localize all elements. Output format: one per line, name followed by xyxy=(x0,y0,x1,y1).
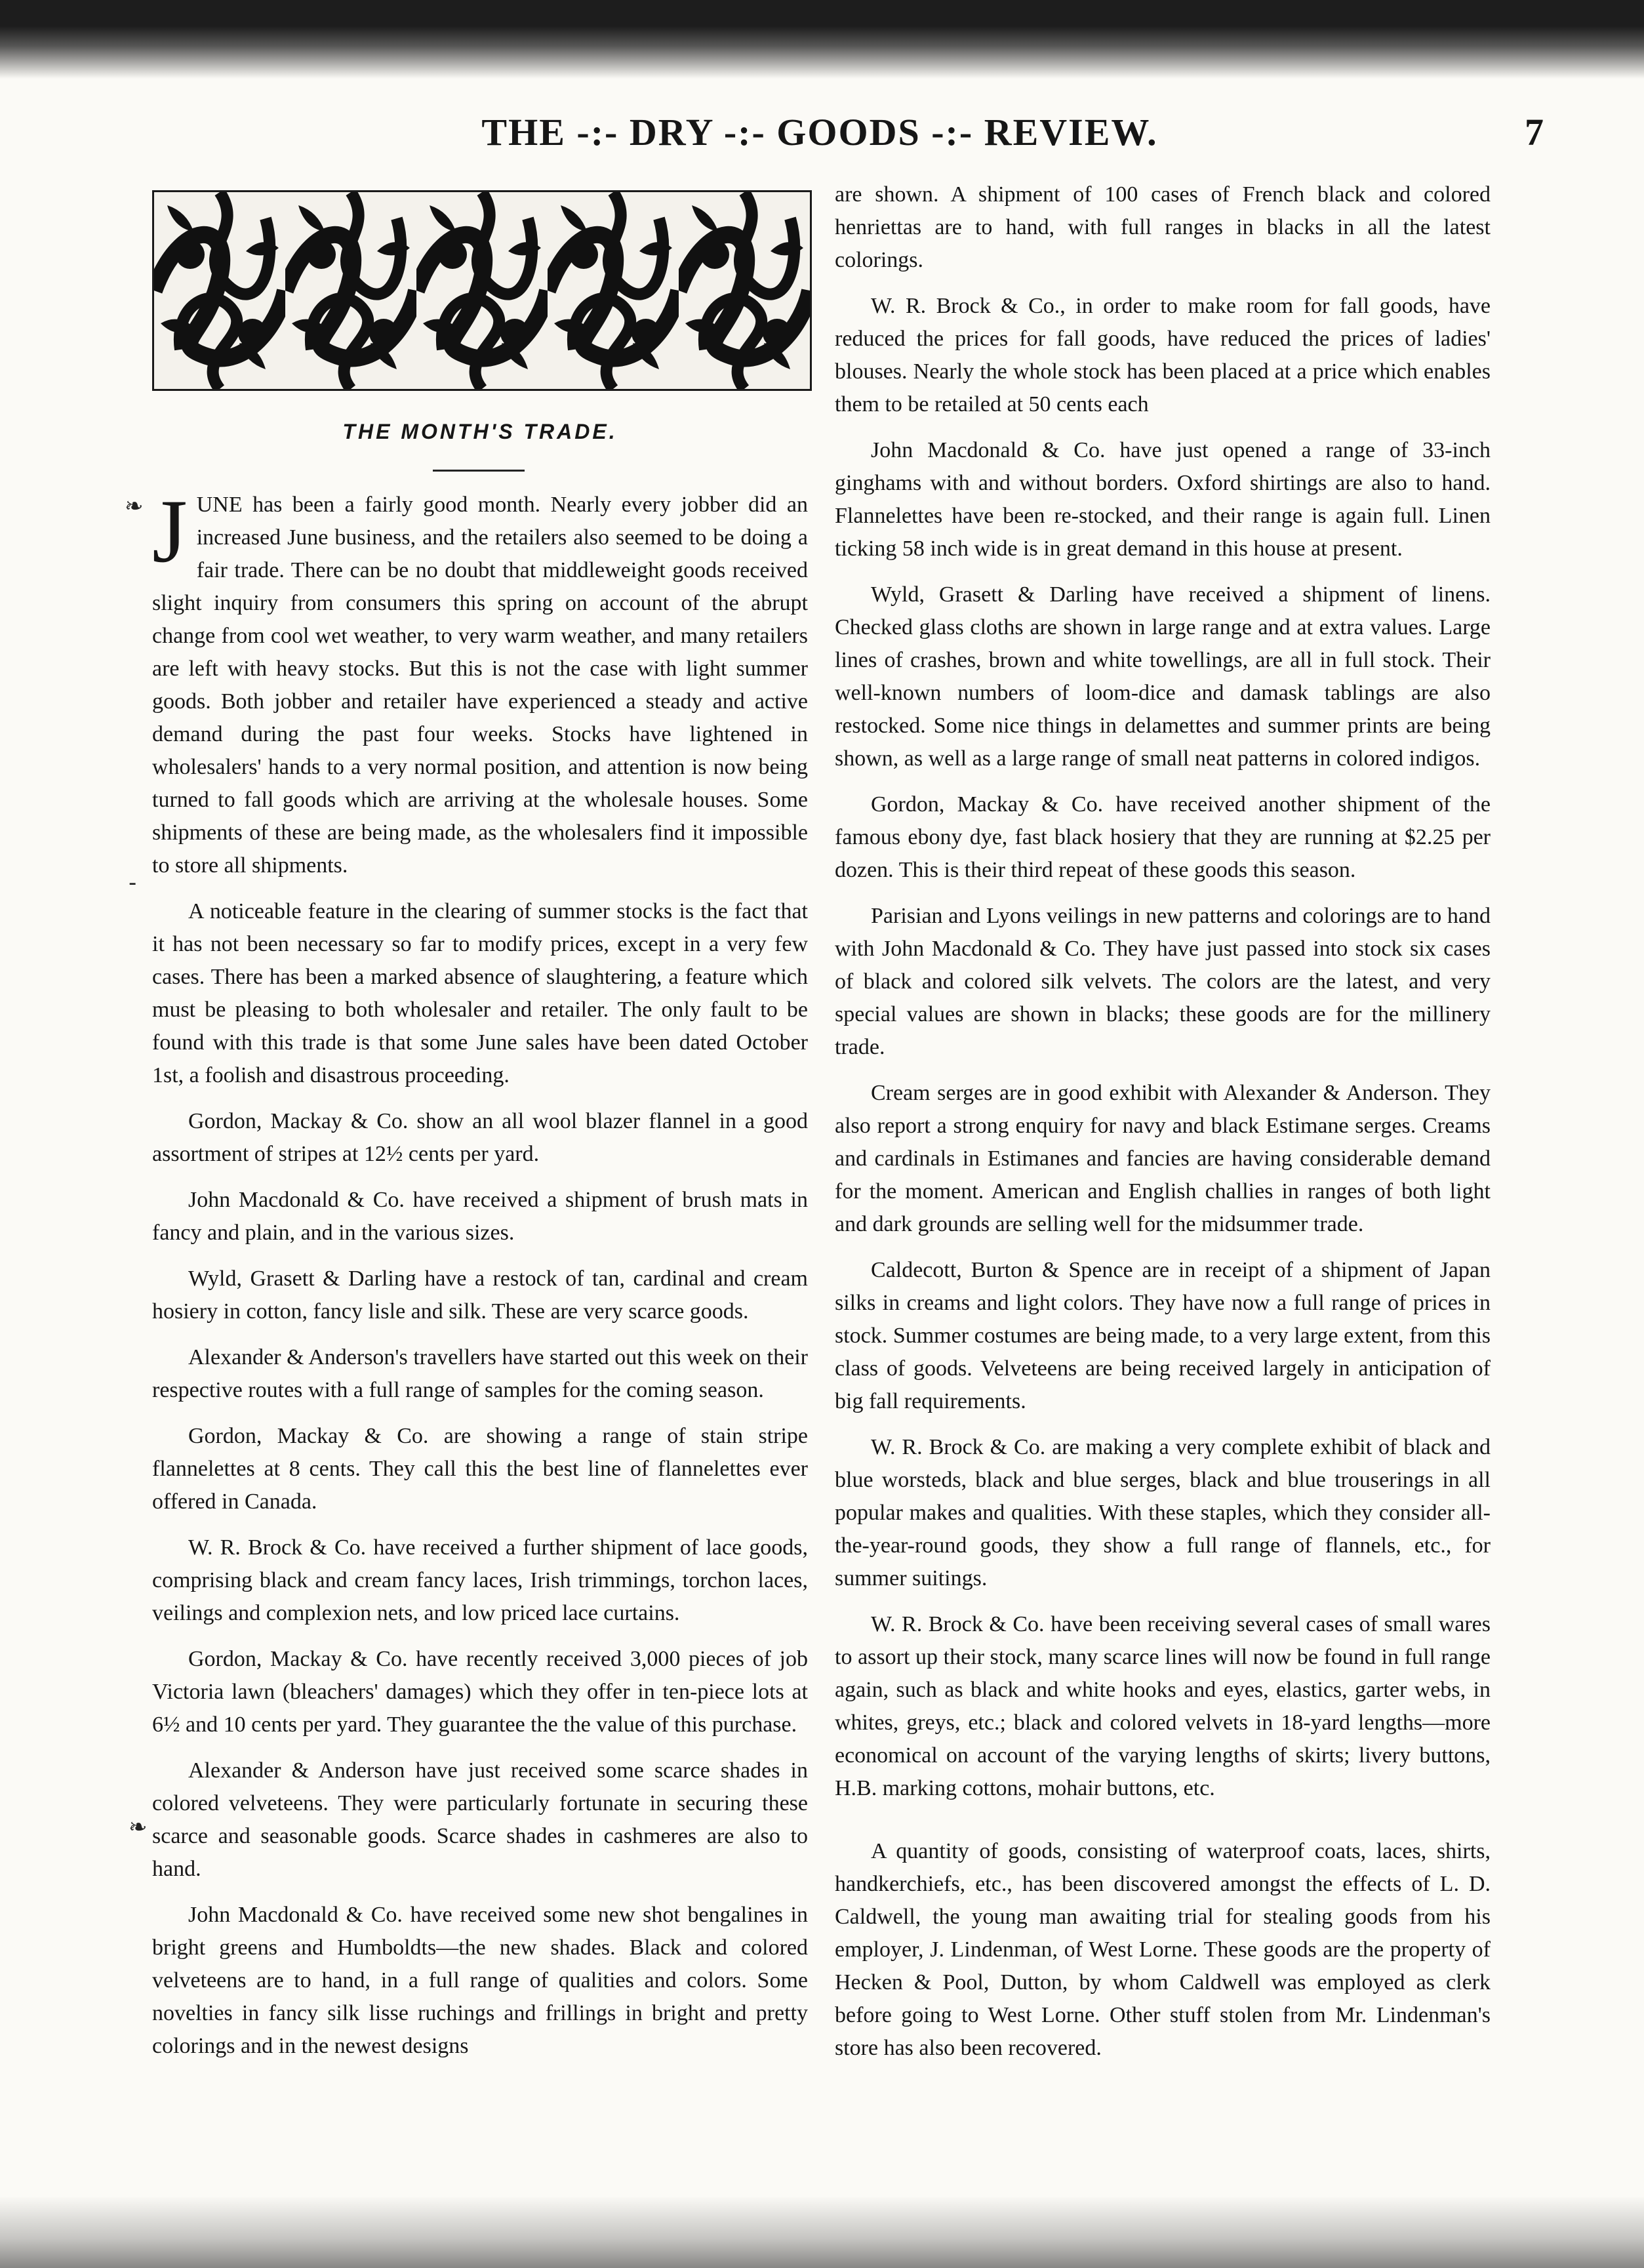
paragraph: Parisian and Lyons veilings in new patterns and colorings are to hand with John Macdonald & Co. They have just passed into stock six cases of black and colored silk velvets. The colors are the latest, and very special values are shown in blacks; these goods are for the millinery trade. xyxy=(835,904,1491,1059)
paragraph: W. R. Brock & Co. have received a further shipment of lace goods, comprising black and cream fancy laces, Irish trimmings, torchon laces, veilings and complexion nets, and low priced lace curtains. xyxy=(152,1535,808,1625)
paragraph: Wyld, Grasett & Darling have received a shipment of linens. Checked glass cloths are shown in large range and at extra values. Large lines of crashes, brown and white towellings, are all in full stock. Their well-known numbers of loom-dice and damask tablings are also restocked. Some nice things in delamettes and summer prints are being shown, as well as a large range of small neat patterns in colored indigos. xyxy=(835,582,1491,771)
margin-mark-icon: ‐ xyxy=(129,870,137,896)
paragraph: Wyld, Grasett & Darling have a restock of tan, cardinal and cream hosiery in cotton, fancy lisle and silk. These are very scarce goods. xyxy=(152,1266,808,1324)
journal-title: THE -:- DRY -:- GOODS -:- REVIEW. xyxy=(481,111,1158,153)
running-head xyxy=(0,110,1644,163)
drop-cap: J xyxy=(152,481,188,581)
paragraph: W. R. Brock & Co. have been receiving several cases of small wares to assort up their stock, many scarce lines will now be found in full range again, such as black and white hooks and eyes, elastics, garter webs, in whites, greys, etc.; black and colored velvets in 18-yard lengths—more economical on account of the varying lengths of skirts; livery buttons, H.B. marking cottons, mohair buttons, etc. xyxy=(835,1612,1491,1800)
left-column xyxy=(152,481,808,2076)
scan-top-edge xyxy=(0,0,1644,79)
margin-mark-icon: ❧ xyxy=(125,493,144,519)
lead-paragraph xyxy=(152,481,808,882)
paragraph: W. R. Brock & Co., in order to make room for fall goods, have reduced the prices for fall goods, have reduced the prices of ladies' blouses. Nearly the whole stock has been placed at a price which enables them to be retailed at 50 cents each xyxy=(835,294,1491,416)
paragraph: Gordon, Mackay & Co. are showing a range of stain stripe flannelettes at 8 cents. They call this the best line of flannelettes ever offered in Canada. xyxy=(152,1424,808,1514)
paragraph: Caldecott, Burton & Spence are in receipt of a shipment of Japan silks in creams and light colors. They have now a full range of prices in stock. Summer costumes are being made, to a very large extent, from this class of goods. Velveteens are being received largely in anticipation of big fall requirements. xyxy=(835,1258,1491,1413)
paragraph: A noticeable feature in the clearing of summer stocks is the fact that it has not been necessary so far to modify prices, except in a very few cases. There has been a marked absence of slaughtering, a feature which must be pleasing to both wholesaler and retailer. The only fault to be found with this trade is that some June sales have been dated October 1st, a foolish and disastrous proceeding. xyxy=(152,899,808,1087)
paragraph: John Macdonald & Co. have received some new shot bengalines in bright greens and Humboldts—the new shades. Black and colored velveteens are to hand, in a full range of qualities and colors. Some novelties in fancy silk lisse ruchings and frillings in bright and pretty colorings and in the newest designs xyxy=(152,1903,808,2058)
paragraph: Alexander & Anderson have just received some scarce shades in colored velveteens. They were particularly fortunate in securing these scarce and seasonable goods. Scarce shades in cashmeres are also to hand. xyxy=(152,1758,808,1881)
section-title: THE MONTH'S TRADE. xyxy=(342,420,618,443)
paragraph: Gordon, Mackay & Co. show an all wool blazer flannel in a good assortment of stripes at 12½ cents per yard. xyxy=(152,1109,808,1166)
scan-bottom-edge xyxy=(0,2196,1644,2268)
page-number: 7 xyxy=(1525,111,1544,153)
paragraph: Alexander & Anderson's travellers have started out this week on their respective routes with a full range of samples for the coming season. xyxy=(152,1345,808,1402)
paragraph: John Macdonald & Co. have received a shipment of brush mats in fancy and plain, and in the various sizes. xyxy=(152,1188,808,1245)
title-rule xyxy=(433,470,525,472)
right-column xyxy=(835,178,1491,2078)
lead-paragraph-text: UNE has been a fairly good month. Nearly every jobber did an increased June business, and the retailers also seemed to be doing a fair trade. There can be no doubt that middleweight goods received slight inquiry from consumers this spring on account of the abrupt change from cool wet weather, to very warm weather, and many retailers are left with heavy stocks. But this is not the case with light summer goods. Both jobber and retailer have experienced a steady and active demand during the past four weeks. Stocks have lightened in wholesalers' hands to a very normal position, and attention is now being turned to fall goods which are arriving at the wholesale houses. Some shipments of these are being made, as the wholesalers find it impossible to store all shipments. xyxy=(152,493,808,878)
paragraph: W. R. Brock & Co. are making a very complete exhibit of black and blue worsteds, black and blue serges, black and blue trouserings in all popular makes and qualities. With these staples, which they consider all-the-year-round goods, they show a full range of flannels, etc., for summer suitings. xyxy=(835,1435,1491,1590)
news-paragraph: A quantity of goods, consisting of waterproof coats, laces, shirts, handkerchiefs, etc., has been discovered amongst the effects of L. D. Caldwell, the young man awaiting trial for stealing goods from his employer, J. Lindenman, of West Lorne. These goods are the property of Hecken & Pool, Dutton, by whom Caldwell was employed as clerk before going to West Lorne. Other stuff stolen from Mr. Lindenman's store has also been recovered. xyxy=(835,1839,1491,2060)
paragraph: Cream serges are in good exhibit with Alexander & Anderson. They also report a strong enquiry for navy and black Estimane serges. Creams and cardinals in Estimanes and fancies are having considerable demand for the moment. American and English challies in ranges of both light and dark grounds are selling well for the midsummer trade. xyxy=(835,1081,1491,1236)
ornamental-scroll-banner-icon xyxy=(152,190,812,391)
paragraph: Gordon, Mackay & Co. have received another shipment of the famous ebony dye, fast black hosiery that they are running at $2.25 per dozen. This is their third repeat of these goods this season. xyxy=(835,792,1491,882)
continued-paragraph: are shown. A shipment of 100 cases of French black and colored henriettas are to hand, with full ranges in blacks in all the latest colorings. xyxy=(835,182,1491,272)
paragraph: John Macdonald & Co. have just opened a range of 33-inch ginghams with and without borders. Oxford shirtings are also to hand. Flannelettes have been re-stocked, and their range is again full. Linen ticking 58 inch wide is in great demand in this house at present. xyxy=(835,438,1491,561)
paragraph: Gordon, Mackay & Co. have recently received 3,000 pieces of job Victoria lawn (bleachers' damages) which they offer in ten-piece lots at 6½ and 10 cents per yard. They guarantee the the value of this purchase. xyxy=(152,1647,808,1737)
margin-mark-icon: ❧ xyxy=(129,1814,148,1840)
